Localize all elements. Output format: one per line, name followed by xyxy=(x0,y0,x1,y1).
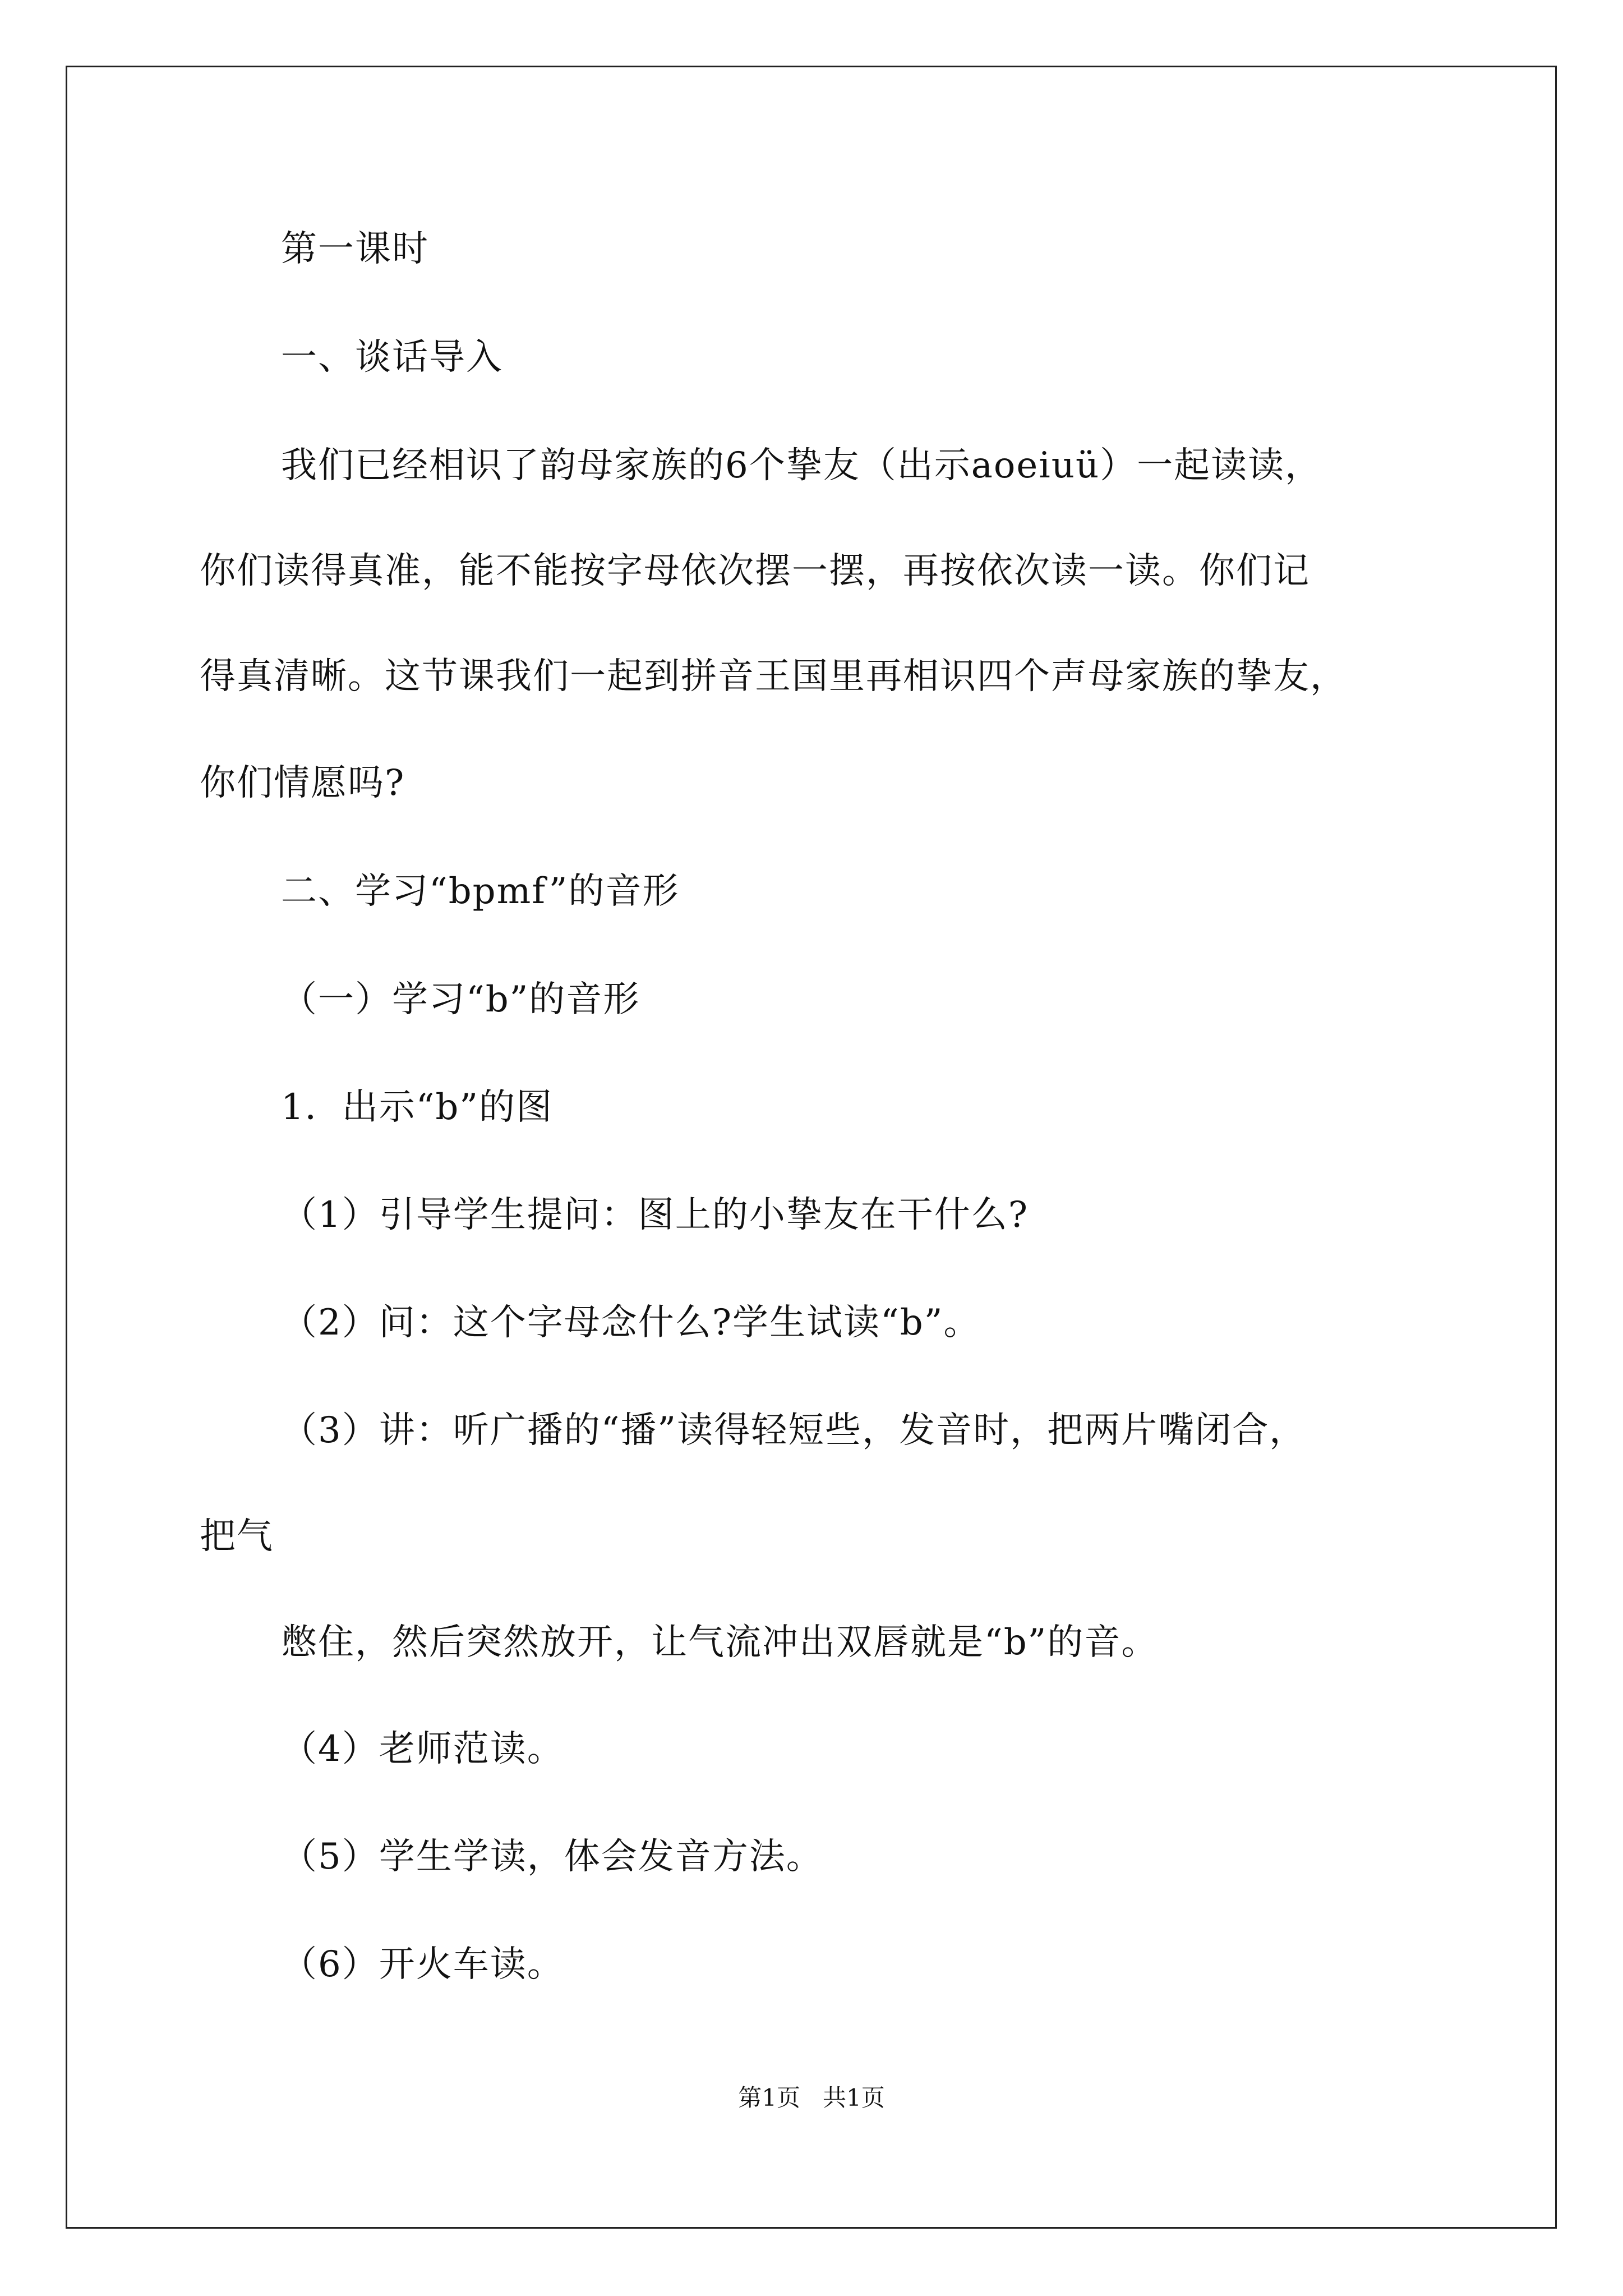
section-heading: 一、谈话导入 xyxy=(281,337,503,378)
list-item: （2）问：这个字母念什么?学生试读“b”。 xyxy=(281,1302,981,1343)
paragraph-line: 憋住，然后突然放开，让气流冲出双唇就是“b”的音。 xyxy=(281,1622,1159,1663)
list-item: 1．出示“b”的图 xyxy=(281,1087,554,1128)
list-item: （4）老师范读。 xyxy=(281,1728,564,1770)
page-frame xyxy=(66,66,1557,2229)
list-item: （3）讲：听广播的“播”读得轻短些，发音时，把两片嘴闭合， xyxy=(281,1410,1307,1451)
section-heading: 二、学习“bpmf”的音形 xyxy=(281,871,680,912)
page-footer: 第1页 共1页 xyxy=(738,2084,885,2111)
lesson-title: 第一课时 xyxy=(281,228,429,270)
paragraph-line: 你们情愿吗? xyxy=(200,762,405,804)
paragraph-line: 得真清晰。这节课我们一起到拼音王国里再相识四个声母家族的挚友， xyxy=(200,656,1347,697)
paragraph-line: 把气 xyxy=(200,1516,274,1557)
paragraph-line: 我们已经相识了韵母家族的6个挚友（出示aoeiuü）一起读读， xyxy=(281,445,1322,486)
list-item: （5）学生学读，体会发音方法。 xyxy=(281,1836,823,1878)
subsection-heading: （一）学习“b”的音形 xyxy=(281,979,640,1020)
list-item: （1）引导学生提问：图上的小挚友在干什么? xyxy=(281,1194,1029,1236)
paragraph-line: 你们读得真准，能不能按字母依次摆一摆，再按依次读一读。你们记 xyxy=(200,550,1310,592)
list-item: （6）开火车读。 xyxy=(281,1944,564,1985)
